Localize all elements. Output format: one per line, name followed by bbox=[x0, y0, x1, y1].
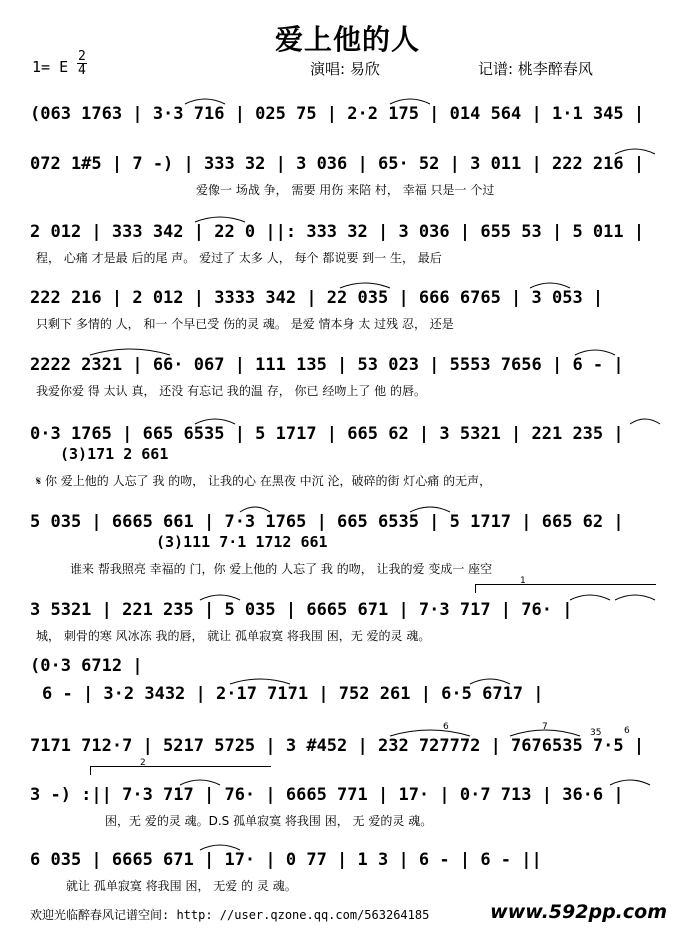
lyrics-line: 就让 孤单寂寞 将我围 困， 无爱 的 灵 魂。 bbox=[66, 879, 297, 893]
transcriber-credit: 记谱: 桃李醉春风 bbox=[478, 60, 593, 78]
notation-line: (063 1763 | 3·3 716 | 025 75 | 2·2 175 | 014 564 | 1·1 345 | bbox=[30, 104, 645, 124]
tuplet-number-6: 6 bbox=[443, 722, 449, 732]
lyrics-line: 谁来 帮我照亮 幸福的 门，你 爱上他的 人忘了 我 的吻， 让我的爱 变成一 座空 bbox=[70, 562, 493, 576]
notation-line: 6 - | 3·2 3432 | 2·17 7171 | 752 261 | 6·5 6717 | bbox=[42, 684, 544, 704]
lyrics-line: 我爱你爱 得 太认 真， 还没 有忘记 我的温 存， 你已 经吻上了 他 的唇。 bbox=[36, 384, 426, 398]
site-watermark: www.592pp.com bbox=[490, 901, 667, 923]
time-signature bbox=[77, 50, 87, 77]
song-title: 爱上他的人 bbox=[274, 23, 420, 56]
time-signature-bottom: 4 bbox=[78, 63, 86, 78]
lyrics-line: 只剩下 多情的 人， 和一 个早已受 伤的灵 魂。 是爱 情本身 太 过残 忍， 还是 bbox=[36, 317, 454, 331]
tuplet-number-7: 7 bbox=[542, 722, 548, 732]
singer-credit: 演唱: 易欣 bbox=[310, 60, 380, 78]
notation-line: 5 035 | 6665 661 | 7·3 1765 | 665 6535 | 5 1717 | 665 62 | bbox=[30, 512, 624, 532]
grace-notes: 35 bbox=[590, 728, 602, 738]
notation-line: 2 012 | 333 342 | 22 0 ||: 333 32 | 3 036 | 655 53 | 5 011 | bbox=[30, 222, 645, 242]
alternate-notation: (3)111 7·1 1712 661 bbox=[156, 533, 328, 551]
grace-note: 6 bbox=[624, 726, 630, 736]
key-signature: 1= E bbox=[32, 58, 69, 76]
notation-line: 3 5321 | 221 235 | 5 035 | 6665 671 | 7·3 717 | 76· | bbox=[30, 600, 573, 620]
lyrics-line: 困，无 爱的灵 魂。D.S 孤单寂寞 将我围 困， 无 爱的灵 魂。 bbox=[105, 814, 433, 828]
notation-line: 3 -) :|| 7·3 717 | 76· | 6665 771 | 17· | 0·7 713 | 36·6 | bbox=[30, 785, 624, 805]
notation-line: 072 1#5 | 7 -) | 333 32 | 3 036 | 65· 52 | 3 011 | 222 216 | bbox=[30, 154, 645, 174]
time-signature-top: 2 bbox=[78, 49, 86, 64]
notation-line: 0·3 1765 | 665 6535 | 5 1717 | 665 62 | 3 5321 | 221 235 | bbox=[30, 424, 624, 444]
lyrics-line: 城， 刺骨的寒 风冰冻 我的唇， 就让 孤单寂寞 将我围 困，无 爱的灵 魂。 bbox=[36, 629, 431, 643]
notation-line: 7171 712·7 | 5217 5725 | 3 #452 | 232 727772 | 7676535 7·5 | bbox=[30, 736, 645, 756]
alternate-notation: (3)171 2 661 bbox=[60, 445, 169, 463]
lyrics-line: 程， 心痛 才是最 后的尾 声。 爱过了 太多 人， 每个 都说要 到一 生， 最后 bbox=[36, 251, 442, 265]
footer-link-text: 欢迎光临醉春风记谱空间: http: //user.qzone.qq.com/563264185 bbox=[30, 908, 430, 922]
first-ending-number: 1 bbox=[520, 576, 526, 586]
notation-line: 6 035 | 6665 671 | 17· | 0 77 | 1 3 | 6 - | 6 - || bbox=[30, 850, 542, 870]
notation-line: (0·3 6712 | bbox=[30, 656, 143, 676]
notation-line: 222 216 | 2 012 | 3333 342 | 22 035 | 666 6765 | 3 053 | bbox=[30, 288, 604, 308]
notation-line: 2222 2321 | 66· 067 | 111 135 | 53 023 | 5553 7656 | 6 - | bbox=[30, 355, 624, 375]
lyrics-line: 爱像一 场战 争， 需要 用伤 来陪 村， 幸福 只是一 个过 bbox=[196, 183, 495, 197]
lyrics-line: 𝄋 你 爱上他的 人忘了 我 的吻， 让我的心 在黑夜 中沉 沦，破碎的街 灯心痛 的无声， bbox=[36, 474, 492, 488]
second-ending-number: 2 bbox=[140, 758, 146, 768]
